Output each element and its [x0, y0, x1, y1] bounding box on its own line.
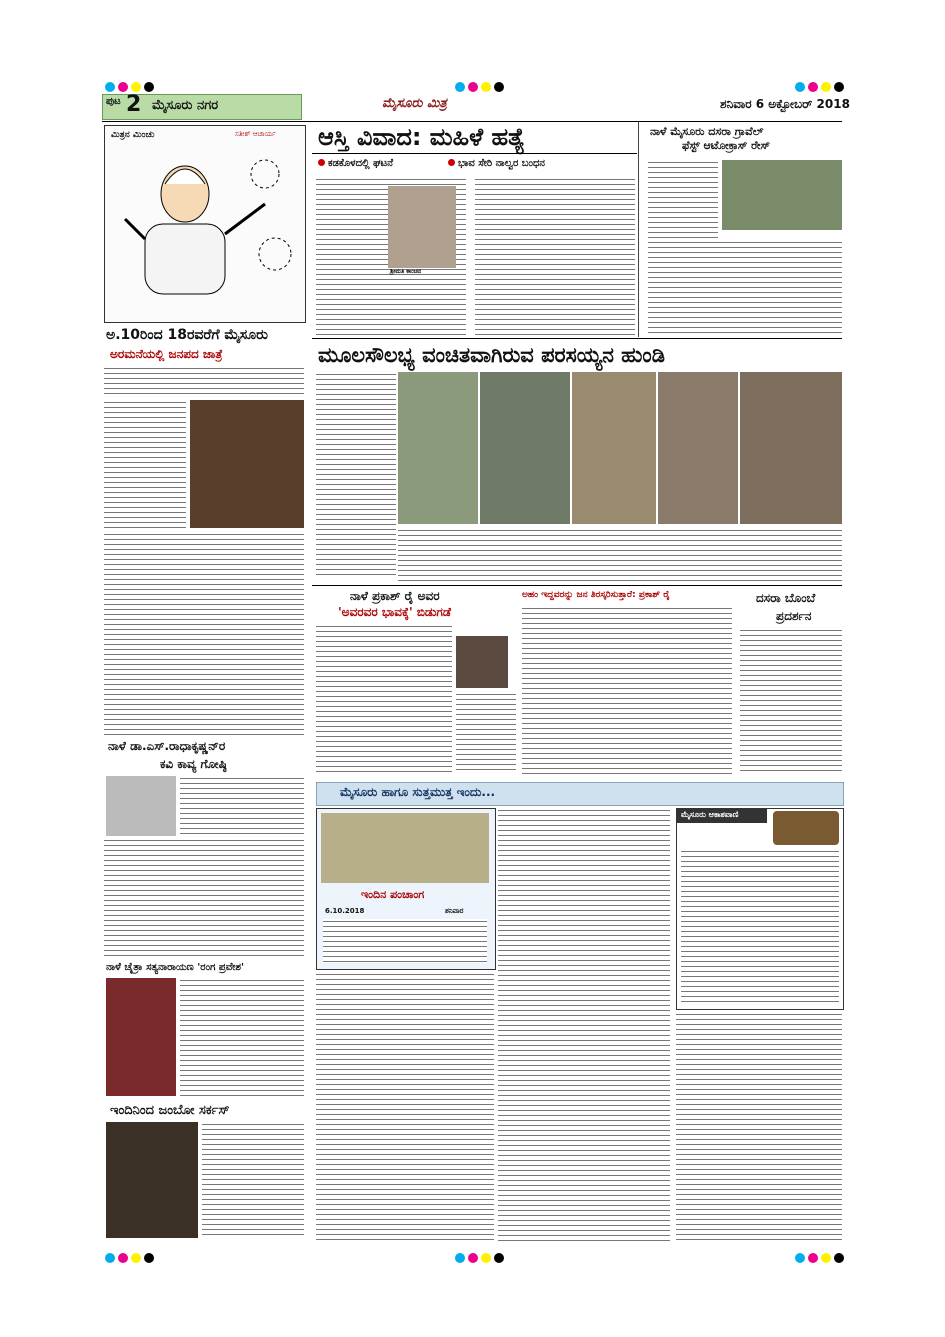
- rule-top-band: [312, 338, 842, 339]
- rally-headline-2: ಫೆಸ್ಟ್ ಆಟೋಕ್ರಾಸ್ ರೇಸ್: [682, 139, 770, 152]
- reg-mark-cyan: [795, 82, 805, 92]
- circus-headline: ಇಂದಿನಿಂದ ಜಂಬೋ ಸರ್ಕಸ್: [110, 1103, 230, 1118]
- reg-mark-black: [144, 82, 154, 92]
- lead-photo-caption: ಶ್ರೀಮತಿ ಕಾಂಚನ: [390, 268, 422, 275]
- left1-body-c: [104, 532, 304, 737]
- rally-headline-1: ನಾಳೆ ಮೈಸೂರು ದಸರಾ ಗ್ರಾವೆಲ್: [650, 125, 764, 138]
- bullet-icon: [448, 159, 455, 166]
- reg-mark-yellow: [481, 82, 491, 92]
- bullet-icon: [318, 159, 325, 166]
- reg-mark-yellow: [131, 1253, 141, 1263]
- lead-headline: ಆಸ್ತಿ ವಿವಾದ: ಮಹಿಳೆ ಹತ್ಯೆ: [318, 123, 526, 151]
- bombe-body: [740, 628, 842, 774]
- radio-title: ಮೈಸೂರು ಆಕಾಶವಾಣಿ: [681, 810, 739, 819]
- panchanga-weekday: ಶನಿವಾರ: [445, 907, 464, 915]
- left1-body-b: [104, 400, 186, 530]
- chaitra-body: [180, 978, 304, 1096]
- masthead: ಮೈಸೂರು ಮಿತ್ರ: [382, 96, 447, 111]
- radha-headline-2: ಕವಿ ಕಾವ್ಯ ಗೋಷ್ಠಿ: [160, 757, 227, 771]
- reg-mark-black: [494, 1253, 504, 1263]
- circus-photo: [106, 1122, 198, 1238]
- reg-mark-cyan: [105, 1253, 115, 1263]
- left-headline-1: ಅ.10ರಿಂದ 18ರವರೆಗೆ ಮೈಸೂರು: [106, 327, 268, 343]
- hundi-body-b: [398, 528, 842, 583]
- cartoon-box: [104, 125, 306, 323]
- rally-body-b: [648, 240, 842, 336]
- reg-mark-cyan: [455, 1253, 465, 1263]
- reg-mark-magenta: [468, 82, 478, 92]
- bombe-headline-1: ದಸರಾ ಬೊಂಬೆ: [756, 591, 816, 605]
- palace-photo: [321, 813, 489, 883]
- reg-mark-yellow: [481, 1253, 491, 1263]
- reg-mark-yellow: [131, 82, 141, 92]
- left1-photo: [190, 400, 304, 528]
- hundi-photo-2: [480, 372, 570, 524]
- panchanga-title: ಇಂದಿನ ಪಂಚಾಂಗ: [361, 888, 425, 901]
- chaitra-photo: [106, 978, 176, 1096]
- prakash-quote-headline: ಅಹಂ ಇದ್ದವರನ್ನು ಜನ ತಿರಸ್ಕರಿಸುತ್ತಾರೆ: ಪ್ರಕಾಶ್ ರೈ: [522, 590, 670, 600]
- bombe-headline-2: ಪ್ರದರ್ಶನ: [776, 609, 812, 623]
- circus-body: [202, 1122, 304, 1238]
- reg-mark-yellow: [821, 82, 831, 92]
- radio-body: [681, 849, 839, 1005]
- lead-rule: [312, 153, 637, 154]
- prakash-headline-1: ನಾಳೆ ಪ್ರಕಾಶ್ ರೈ ಅವರ: [350, 589, 440, 603]
- radio-box: [676, 808, 844, 1010]
- radha-body-b: [104, 838, 304, 958]
- reg-mark-black: [494, 82, 504, 92]
- radio-icon: [773, 811, 839, 845]
- left1-body-a: [104, 366, 304, 396]
- lead-subhead-1: ಕಡಕೊಳದಲ್ಲಿ ಘಟನೆ: [318, 158, 393, 169]
- reg-mark-magenta: [468, 1253, 478, 1263]
- today-bar-title: ಮೈಸೂರು ಹಾಗೂ ಸುತ್ತಮುತ್ತ ಇಂದು...: [340, 785, 496, 799]
- reg-mark-cyan: [795, 1253, 805, 1263]
- hundi-body-a: [316, 372, 396, 577]
- prakash-body-a: [316, 624, 452, 774]
- hundi-photo-1: [398, 372, 478, 524]
- reg-mark-cyan: [455, 82, 465, 92]
- lead-photo: [388, 186, 456, 268]
- reg-mark-yellow: [821, 1253, 831, 1263]
- hundi-headline: ಮೂಲಸೌಲಭ್ಯ ವಂಚಿತವಾಗಿರುವ ಪರಸಯ್ಯನ ಹುಂಡಿ: [318, 343, 665, 367]
- prakash-body-b: [456, 692, 516, 774]
- rally-body-a: [648, 160, 718, 240]
- page-number: 2: [126, 92, 142, 117]
- today-listings-a: [316, 972, 494, 1242]
- chaitra-headline: ನಾಳೆ ಚೈತ್ರಾ ಸತ್ಯನಾರಾಯಣ 'ರಂಗ ಪ್ರವೇಶ': [106, 962, 245, 973]
- issue-date: ಶನಿವಾರ 6 ಅಕ್ಟೋಬರ್ 2018: [720, 97, 850, 111]
- radha-headline-1: ನಾಳೆ ಡಾ.ಎಸ್.ರಾಧಾಕೃಷ್ಣನ್‌ರ: [108, 739, 226, 753]
- today-listings-c: [676, 1012, 842, 1242]
- prakash-headline-2: 'ಅವರವರ ಭಾವಕ್ಕೆ' ಬಿಡುಗಡೆ: [338, 605, 452, 619]
- rule-mid-band: [312, 585, 842, 586]
- prakash-quote-body: [522, 606, 732, 774]
- reg-mark-cyan: [105, 82, 115, 92]
- left-headline-2: ಅರಮನೆಯಲ್ಲಿ ಜನಪದ ಜಾತ್ರೆ: [110, 347, 223, 361]
- panchanga-body: [323, 919, 487, 963]
- header-rule: [102, 121, 842, 122]
- reg-mark-black: [144, 1253, 154, 1263]
- section-title: ಮೈಸೂರು ನಗರ: [152, 98, 219, 113]
- reg-mark-magenta: [118, 82, 128, 92]
- lead-body-col2: [475, 177, 635, 337]
- lead-subhead-2: ಭಾವ ಸೇರಿ ನಾಲ್ವರ ಬಂಧನ: [448, 158, 545, 169]
- hundi-photo-4: [658, 372, 738, 524]
- reg-mark-magenta: [118, 1253, 128, 1263]
- reg-mark-black: [834, 82, 844, 92]
- cartoon-title: ಮಿತ್ರನ ಮಿಂಚು: [111, 130, 155, 140]
- cartoon-artist: ಸತೀಶ್ ಆಚಾರ್ಯ: [235, 130, 276, 138]
- reg-mark-magenta: [808, 1253, 818, 1263]
- panchanga-box: [316, 808, 496, 970]
- panchanga-date: 6.10.2018: [325, 907, 365, 915]
- hundi-photo-5: [740, 372, 842, 524]
- radha-photo: [106, 776, 176, 836]
- reg-mark-black: [834, 1253, 844, 1263]
- rally-photo: [722, 160, 842, 230]
- prakash-photo: [456, 636, 508, 688]
- reg-mark-magenta: [808, 82, 818, 92]
- column-divider: [638, 122, 639, 337]
- cartoon-figure: [115, 144, 295, 316]
- page-label: ಪುಟ: [106, 96, 121, 107]
- today-listings-b: [498, 808, 670, 1242]
- radha-body: [180, 776, 304, 836]
- hundi-photo-3: [572, 372, 656, 524]
